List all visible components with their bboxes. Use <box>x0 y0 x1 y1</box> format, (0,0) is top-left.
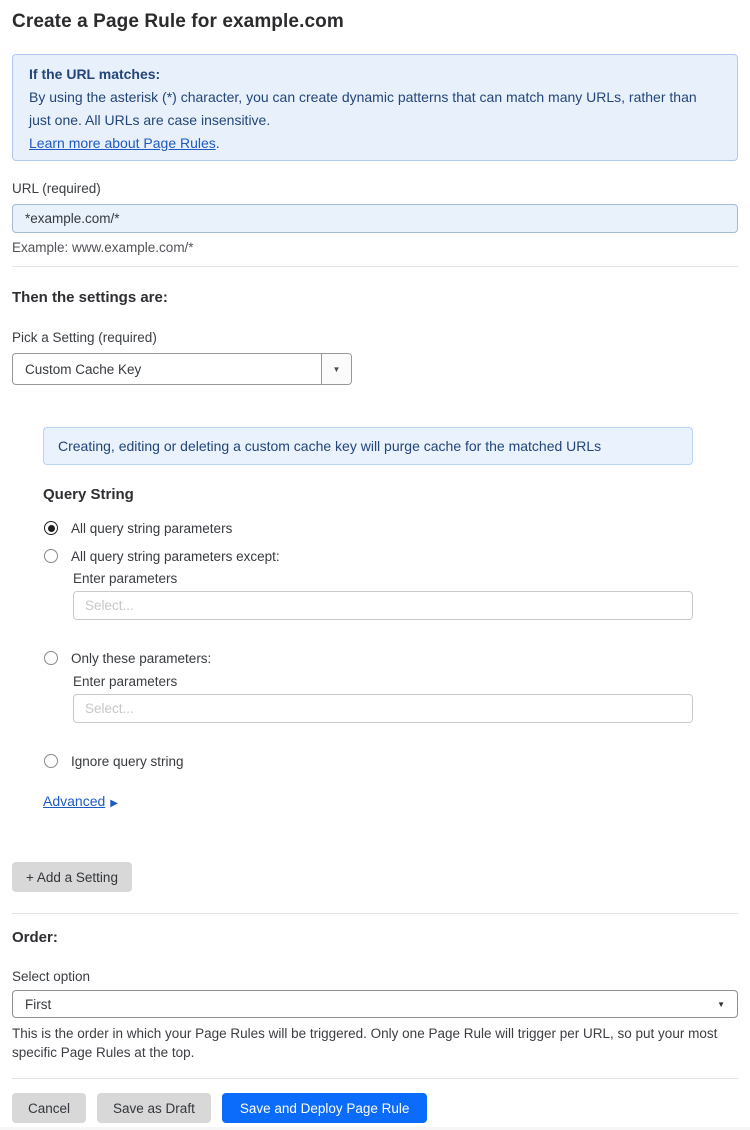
cache-key-notice: Creating, editing or deleting a custom cache key will purge cache for the matched URLs <box>43 427 693 465</box>
radio-row-only-these[interactable] <box>44 649 750 667</box>
enter-parameters-label: Enter parameters <box>73 571 178 586</box>
radio-label[interactable]: Only these parameters: <box>71 650 212 666</box>
order-help-text: This is the order in which your Page Rules will be triggered. Only one Page Rule will trigger per URL, so put your most specific Page Rules at the top. <box>12 1026 718 1060</box>
info-box-link-line <box>29 132 721 155</box>
url-input[interactable] <box>12 204 738 233</box>
radio-all-except[interactable] <box>44 549 58 563</box>
order-heading: Order: <box>12 929 58 946</box>
divider <box>12 266 738 267</box>
url-match-info-box <box>12 54 738 161</box>
link-suffix: . <box>215 135 220 151</box>
divider <box>12 1078 738 1079</box>
radio-row-all-params[interactable] <box>44 519 750 537</box>
setting-dropdown-value[interactable]: Custom Cache Key <box>25 361 142 377</box>
add-setting-button[interactable]: + Add a Setting <box>12 862 132 892</box>
except-parameters-input[interactable] <box>73 591 693 620</box>
radio-ignore-query[interactable] <box>44 754 58 768</box>
radio-label[interactable]: Ignore query string <box>71 753 184 769</box>
advanced-link[interactable] <box>43 793 118 809</box>
page-title: Create a Page Rule for example.com <box>12 11 344 32</box>
radio-row-ignore[interactable] <box>44 752 750 770</box>
radio-label[interactable]: All query string parameters except: <box>71 548 280 564</box>
divider <box>12 913 738 914</box>
url-label: URL (required) <box>12 181 101 196</box>
order-select[interactable] <box>12 990 738 1018</box>
cancel-button[interactable]: Cancel <box>12 1093 86 1123</box>
info-box-body: By using the asterisk (*) character, you can create dynamic patterns that can match many URLs, rather than just one. All URLs are case insensitive. <box>29 89 697 128</box>
chevron-down-icon: ▼ <box>717 999 725 1009</box>
setting-dropdown[interactable] <box>12 353 352 385</box>
radio-only-these[interactable] <box>44 651 58 665</box>
order-select-label: Select option <box>12 969 91 984</box>
save-deploy-button[interactable]: Save and Deploy Page Rule <box>222 1093 428 1123</box>
chevron-down-icon: ▼ <box>332 364 341 374</box>
pick-setting-label: Pick a Setting (required) <box>12 330 157 345</box>
enter-parameters-label: Enter parameters <box>73 674 178 689</box>
advanced-link-label: Advanced <box>43 793 106 809</box>
info-box-heading: If the URL matches: <box>29 66 161 82</box>
footer-actions <box>12 1093 738 1123</box>
setting-dropdown-button[interactable] <box>321 354 351 384</box>
only-parameters-input[interactable] <box>73 694 693 723</box>
settings-heading: Then the settings are: <box>12 289 168 306</box>
learn-more-link[interactable]: Learn more about Page Rules <box>29 135 216 151</box>
advanced-link-row <box>0 770 750 811</box>
chevron-right-icon: ▶ <box>110 798 118 809</box>
url-example-text: Example: www.example.com/* <box>12 240 194 255</box>
radio-row-all-except[interactable] <box>44 547 750 565</box>
radio-all-params[interactable] <box>44 521 58 535</box>
radio-label[interactable]: All query string parameters <box>71 520 233 536</box>
order-select-value: First <box>25 996 52 1012</box>
save-draft-button[interactable]: Save as Draft <box>97 1093 211 1123</box>
query-string-heading: Query String <box>43 486 134 503</box>
